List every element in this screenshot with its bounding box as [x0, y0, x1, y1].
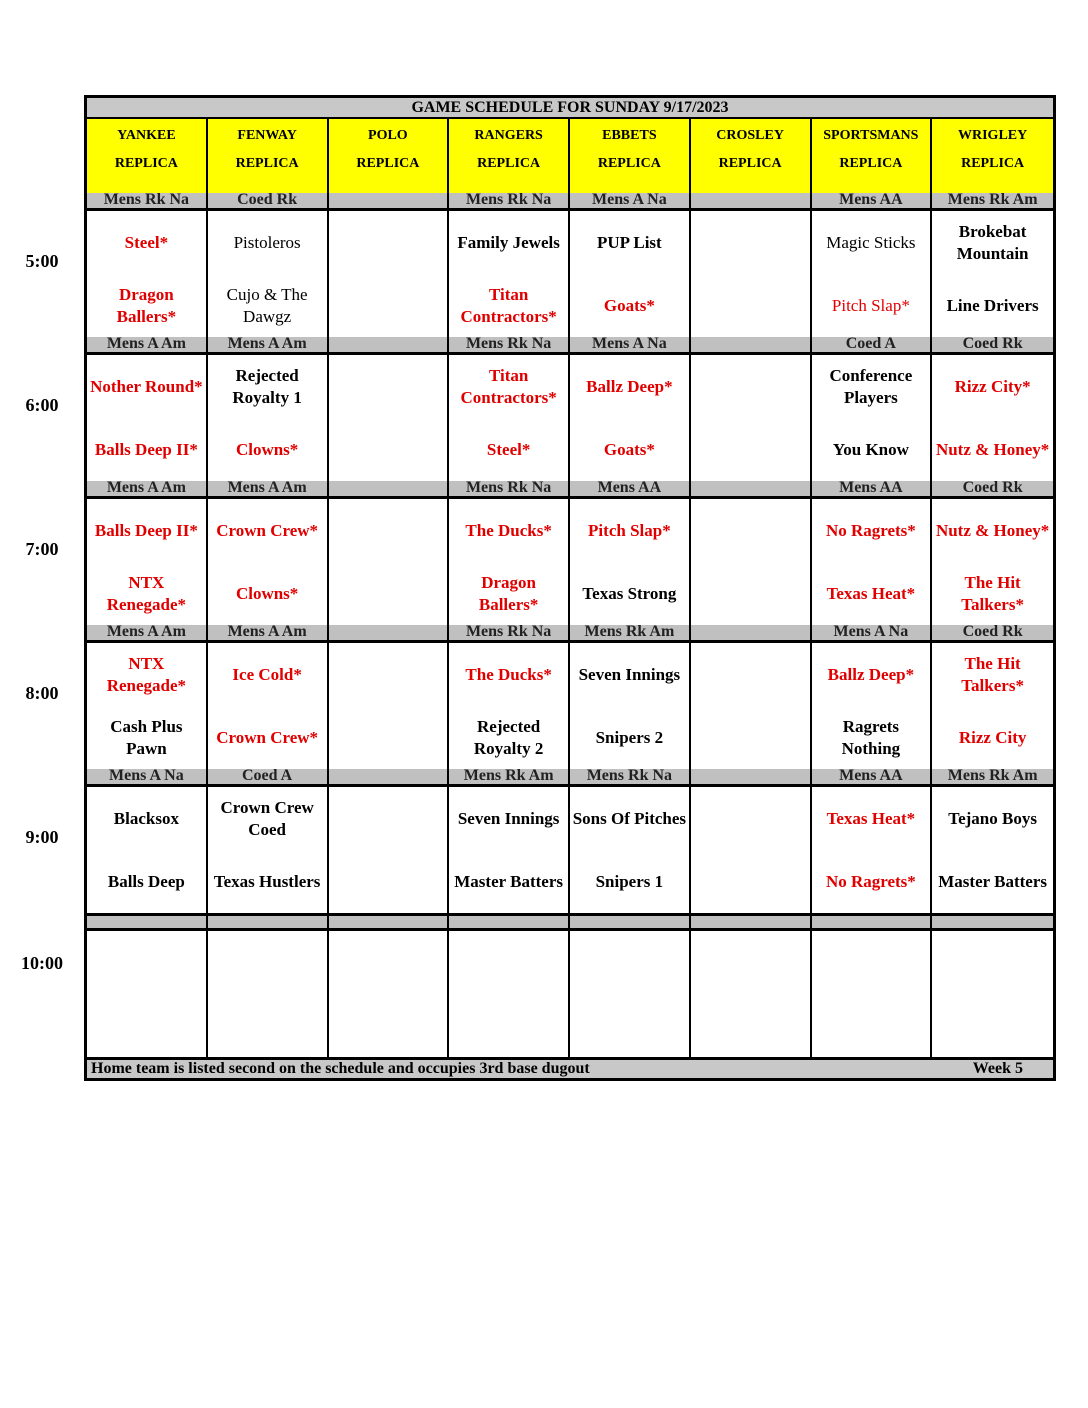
- away-team: [691, 643, 810, 706]
- home-team: Snipers 1: [595, 871, 664, 891]
- home-team: No Ragrets*: [825, 871, 916, 891]
- game-cell: [449, 355, 570, 481]
- division-label: Mens A Na: [812, 625, 933, 640]
- home-team: [329, 562, 448, 625]
- game-cell: [87, 787, 208, 913]
- home-team: Rejected Royalty 2: [473, 716, 544, 758]
- home-team: [329, 418, 448, 481]
- game-cell: [208, 643, 329, 769]
- division-label: [329, 337, 450, 352]
- division-label: Coed A: [812, 337, 933, 352]
- division-label: Mens AA: [812, 481, 933, 496]
- time-slots: [84, 193, 1056, 913]
- game-cell: [570, 787, 691, 913]
- home-team: NTX Renegade*: [106, 572, 187, 614]
- game-cell: [691, 355, 812, 481]
- game-cell: [812, 211, 933, 337]
- home-team: Pitch Slap*: [831, 295, 910, 315]
- away-team: Rizz City*: [954, 376, 1031, 396]
- away-team: Texas Heat*: [826, 808, 916, 828]
- away-team: Nutz & Honey*: [935, 520, 1050, 540]
- home-team: Clowns*: [235, 583, 299, 603]
- home-team: Texas Hustlers: [213, 871, 321, 891]
- division-label: Mens Rk Na: [570, 769, 691, 784]
- division-label: [329, 769, 450, 784]
- division-label: Mens A Am: [87, 481, 208, 496]
- away-team: Family Jewels: [457, 232, 560, 252]
- game-cell: [932, 931, 1053, 1057]
- home-team: Master Batters: [938, 871, 1047, 891]
- game-cell: [87, 355, 208, 481]
- away-team: Conference Players: [829, 365, 913, 407]
- division-label: Coed A: [208, 769, 329, 784]
- away-team: Steel*: [124, 232, 169, 252]
- away-team: NTX Renegade*: [106, 653, 187, 695]
- away-team: Blacksox: [113, 808, 179, 828]
- footer-week: Week 5: [972, 1060, 1023, 1077]
- home-team: Goats*: [603, 439, 655, 459]
- slot-row: [84, 355, 1056, 481]
- field-header-crosley: [691, 119, 812, 193]
- home-team: Steel*: [486, 439, 531, 459]
- division-label: Mens AA: [812, 769, 933, 784]
- game-cell: [208, 499, 329, 625]
- away-team: Brokebat Mountain: [956, 221, 1029, 263]
- field-name: FENWAY: [237, 128, 297, 143]
- division-label: [449, 916, 570, 928]
- home-team: Texas Heat*: [826, 583, 916, 603]
- slot-row: [84, 211, 1056, 337]
- away-team: Tejano Boys: [948, 808, 1037, 828]
- footer-note: Home team is listed second on the schedule and occupies 3rd base dugout: [91, 1060, 590, 1077]
- game-cell: [691, 643, 812, 769]
- division-label: Coed Rk: [208, 193, 329, 208]
- away-team: No Ragrets*: [825, 520, 916, 540]
- home-team: The Hit Talkers*: [961, 572, 1024, 614]
- away-team: [329, 499, 448, 562]
- division-label: [329, 193, 450, 208]
- home-team: [691, 850, 810, 913]
- home-team: Balls Deep II*: [94, 439, 198, 459]
- field-subtitle: REPLICA: [961, 156, 1025, 171]
- slot-row: [84, 643, 1056, 769]
- home-team: Master Batters: [454, 871, 563, 891]
- division-label: [691, 625, 812, 640]
- game-cell: [570, 211, 691, 337]
- game-cell: [329, 211, 450, 337]
- field-name: WRIGLEY: [958, 128, 1028, 143]
- field-header-wrigley: [932, 119, 1053, 193]
- division-label: Mens A Am: [208, 481, 329, 496]
- division-label: Mens AA: [570, 481, 691, 496]
- slot-row: [84, 787, 1056, 913]
- schedule-title: GAME SCHEDULE FOR SUNDAY 9/17/2023: [84, 95, 1056, 119]
- home-team: Balls Deep: [107, 871, 185, 891]
- away-team: [329, 787, 448, 850]
- away-team: [691, 499, 810, 562]
- game-cell: [812, 931, 933, 1057]
- game-cell: [87, 643, 208, 769]
- game-cell: [449, 931, 570, 1057]
- division-label: Mens A Am: [87, 625, 208, 640]
- away-team: Crown Crew*: [216, 520, 319, 540]
- home-team: Dragon Ballers*: [116, 284, 177, 326]
- home-team: Cujo & The Dawgz: [226, 284, 308, 326]
- game-cell: [208, 787, 329, 913]
- game-cell: [329, 355, 450, 481]
- game-cell: [932, 211, 1053, 337]
- home-team: [691, 562, 810, 625]
- field-name: SPORTSMANS: [823, 128, 919, 143]
- division-label: [691, 481, 812, 496]
- home-team: Dragon Ballers*: [478, 572, 539, 614]
- away-team: Sons Of Pitches: [572, 808, 687, 828]
- field-name: POLO: [368, 128, 408, 143]
- division-label: Mens Rk Na: [449, 337, 570, 352]
- game-cell: [812, 643, 933, 769]
- home-team: Snipers 2: [595, 727, 664, 747]
- game-cell: [449, 211, 570, 337]
- home-team: Rizz City: [958, 727, 1027, 747]
- division-label: Mens Rk Am: [947, 769, 1038, 784]
- away-team: [329, 211, 448, 274]
- field-subtitle: REPLICA: [235, 156, 299, 171]
- away-team: Rejected Royalty 1: [232, 365, 302, 407]
- field-name: CROSLEY: [716, 128, 784, 143]
- home-team: Titan Contractors*: [460, 284, 557, 326]
- division-label: [329, 916, 450, 928]
- division-row-empty: [84, 913, 1056, 931]
- division-row: [84, 625, 1056, 643]
- time-label: 5:00: [25, 251, 59, 271]
- home-team: [329, 850, 448, 913]
- game-cell: [87, 211, 208, 337]
- game-cell: [208, 211, 329, 337]
- field-header-sportsmans: [812, 119, 933, 193]
- field-subtitle: REPLICA: [718, 156, 782, 171]
- home-team: You Know: [832, 439, 909, 459]
- away-team: [691, 211, 810, 274]
- division-label: Mens Rk Am: [570, 625, 691, 640]
- game-cell: [812, 787, 933, 913]
- game-cell: [449, 787, 570, 913]
- home-team: Cash Plus Pawn: [110, 716, 183, 758]
- field-subtitle: REPLICA: [114, 156, 178, 171]
- game-cell: [691, 211, 812, 337]
- game-cell: [329, 931, 450, 1057]
- away-team: The Ducks*: [465, 664, 552, 684]
- home-team: Line Drivers: [946, 295, 1039, 315]
- division-label: Coed Rk: [962, 481, 1023, 496]
- game-cell: [208, 931, 329, 1057]
- game-cell: [87, 499, 208, 625]
- away-team: [329, 355, 448, 418]
- footer-bar: [84, 1057, 1056, 1081]
- division-label: Mens Rk Na: [449, 625, 570, 640]
- game-cell: [570, 355, 691, 481]
- away-team: Magic Sticks: [826, 232, 916, 252]
- field-name: EBBETS: [602, 128, 657, 143]
- division-row: [84, 481, 1056, 499]
- division-row: [84, 769, 1056, 787]
- game-cell: [812, 499, 933, 625]
- field-subtitle: REPLICA: [477, 156, 541, 171]
- home-team: [329, 274, 448, 337]
- away-team: Nother Round*: [90, 376, 203, 396]
- game-cell: [691, 787, 812, 913]
- game-cell: [449, 643, 570, 769]
- division-label: Mens Rk Na: [449, 481, 570, 496]
- time-label: 9:00: [25, 827, 59, 847]
- slot-row-empty: [84, 931, 1056, 1057]
- away-team: Pistoleros: [233, 232, 301, 252]
- division-label: Mens A Na: [87, 769, 208, 784]
- away-team: Titan Contractors*: [460, 365, 557, 407]
- game-cell: [932, 643, 1053, 769]
- away-team: Seven Innings: [578, 664, 681, 684]
- home-team: Crown Crew*: [216, 727, 319, 747]
- home-team: Ragrets Nothing: [841, 716, 901, 758]
- home-team: Nutz & Honey*: [935, 439, 1050, 459]
- division-row: [84, 337, 1056, 355]
- division-label: Coed Rk: [962, 625, 1023, 640]
- field-header-polo: [329, 119, 450, 193]
- division-label: Mens A Am: [87, 337, 208, 352]
- division-label: Mens Rk Na: [87, 193, 208, 208]
- home-team: Goats*: [603, 295, 655, 315]
- division-label: Mens A Na: [570, 337, 691, 352]
- away-team: Crown Crew Coed: [220, 797, 314, 839]
- game-cell: [208, 355, 329, 481]
- game-cell: [691, 931, 812, 1057]
- division-label: [208, 916, 329, 928]
- division-label: Mens Rk Am: [449, 769, 570, 784]
- away-team: PUP List: [597, 232, 662, 252]
- field-name: YANKEE: [117, 128, 176, 143]
- home-team: Texas Strong: [582, 583, 677, 603]
- field-header-rangers: [449, 119, 570, 193]
- time-label: 6:00: [25, 395, 59, 415]
- division-label: Mens A Na: [570, 193, 691, 208]
- away-team: Ballz Deep*: [586, 376, 673, 396]
- division-label: [932, 916, 1053, 928]
- division-label: [812, 916, 933, 928]
- away-team: [691, 355, 810, 418]
- field-name: RANGERS: [474, 128, 543, 143]
- away-team: [329, 643, 448, 706]
- time-label: 7:00: [25, 539, 59, 559]
- away-team: Balls Deep II*: [94, 520, 198, 540]
- game-cell: [570, 643, 691, 769]
- slot-row: [84, 499, 1056, 625]
- game-cell: [570, 931, 691, 1057]
- schedule-table: [84, 95, 1056, 1081]
- field-header-fenway: [208, 119, 329, 193]
- division-label: [329, 481, 450, 496]
- division-label: Mens A Am: [208, 337, 329, 352]
- game-cell: [449, 499, 570, 625]
- division-label: [570, 916, 691, 928]
- time-label: 8:00: [25, 683, 59, 703]
- away-team: Ice Cold*: [232, 664, 302, 684]
- field-subtitle: REPLICA: [597, 156, 661, 171]
- away-team: [691, 787, 810, 850]
- home-team: [691, 418, 810, 481]
- division-label: Coed Rk: [962, 337, 1023, 352]
- away-team: Pitch Slap*: [588, 520, 671, 540]
- game-cell: [570, 499, 691, 625]
- time-label: 10:00: [21, 953, 63, 973]
- game-cell: [329, 499, 450, 625]
- field-header-row: [84, 119, 1056, 193]
- away-team: Seven Innings: [457, 808, 560, 828]
- field-subtitle: REPLICA: [839, 156, 903, 171]
- game-cell: [691, 499, 812, 625]
- away-team: The Hit Talkers*: [961, 653, 1024, 695]
- game-cell: [329, 643, 450, 769]
- division-label: [329, 625, 450, 640]
- division-label: Mens Rk Na: [449, 193, 570, 208]
- home-team: [691, 274, 810, 337]
- division-label: [691, 337, 812, 352]
- home-team: [691, 706, 810, 769]
- field-header-ebbets: [570, 119, 691, 193]
- division-label: [691, 193, 812, 208]
- division-label: Mens AA: [812, 193, 933, 208]
- field-header-yankee: [87, 119, 208, 193]
- home-team: Clowns*: [235, 439, 299, 459]
- division-label: [691, 916, 812, 928]
- division-label: [87, 916, 208, 928]
- division-label: Mens Rk Am: [947, 193, 1038, 208]
- division-label: Mens A Am: [208, 625, 329, 640]
- away-team: Ballz Deep*: [827, 664, 915, 684]
- field-subtitle: REPLICA: [356, 156, 420, 171]
- game-cell: [87, 931, 208, 1057]
- game-cell: [932, 355, 1053, 481]
- game-cell: [812, 355, 933, 481]
- away-team: The Ducks*: [465, 520, 552, 540]
- division-row: [84, 193, 1056, 211]
- game-cell: [329, 787, 450, 913]
- division-label: [691, 769, 812, 784]
- home-team: [329, 706, 448, 769]
- game-cell: [932, 787, 1053, 913]
- game-cell: [932, 499, 1053, 625]
